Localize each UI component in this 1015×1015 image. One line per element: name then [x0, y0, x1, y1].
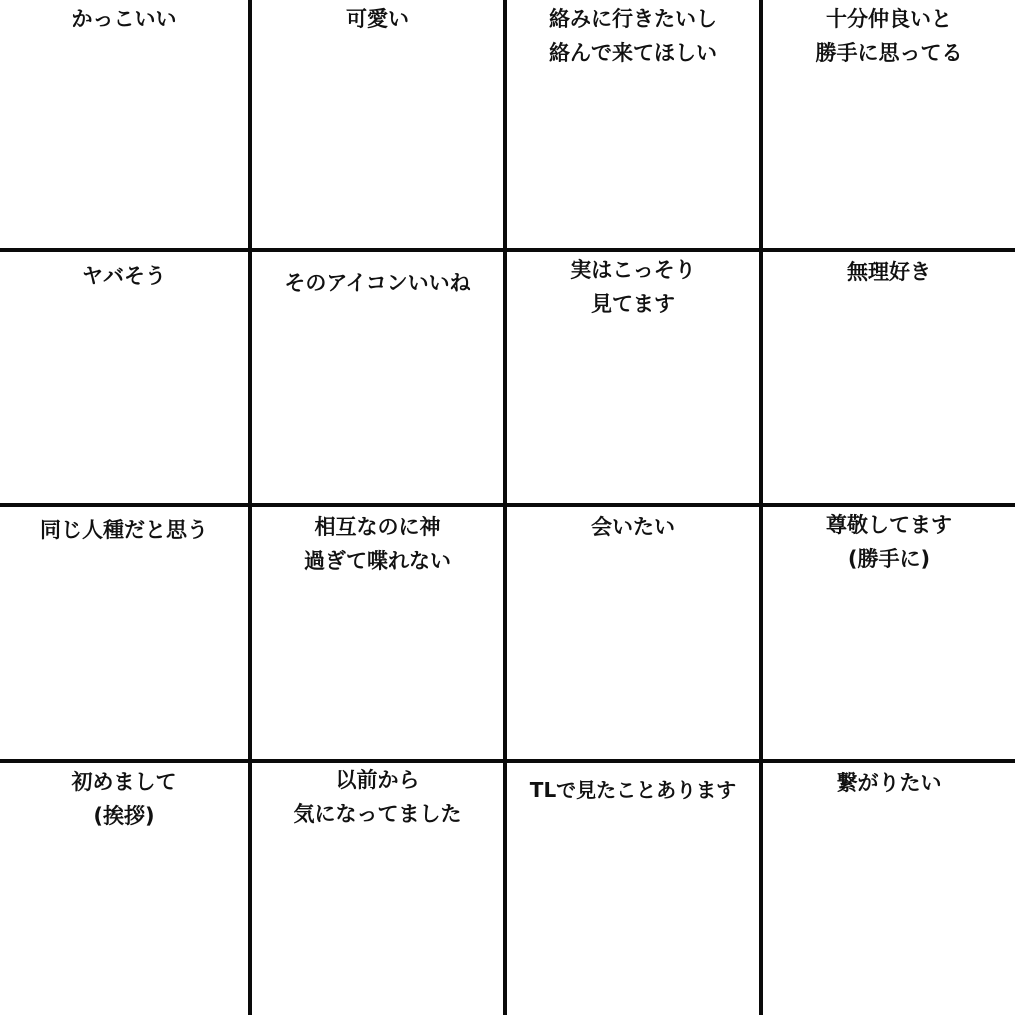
cell-label-line: かっこいい	[71, 7, 177, 31]
cell-label	[763, 2, 1015, 70]
cell-label	[252, 266, 503, 300]
grid-line-vertical	[503, 0, 507, 1015]
cell-label-line: 繋がりたい	[836, 771, 942, 795]
grid-line-horizontal	[0, 759, 1015, 763]
grid-line-horizontal	[0, 248, 1015, 252]
cell-label-line: TLで見たことあります	[529, 778, 737, 802]
cell-label-line: ヤバそう	[82, 264, 166, 288]
cell-label	[252, 2, 503, 36]
cell-label-line: 絡んで来てほしい	[549, 41, 717, 65]
cell-label-line: (勝手に)	[847, 547, 931, 571]
cell-label-line: 無理好き	[847, 260, 931, 284]
cell-label	[0, 765, 248, 833]
cell-label-line: 同じ人種だと思う	[40, 518, 208, 542]
cell-label-line: 初めまして	[71, 770, 177, 794]
cell-label	[763, 508, 1015, 576]
cell-label	[763, 255, 1015, 289]
cell-label-line: 絡みに行きたいし	[549, 7, 717, 31]
cell-label-line: 見てます	[591, 292, 675, 316]
cell-label	[0, 259, 248, 293]
cell-label	[507, 510, 759, 544]
cell-label-line: 気になってました	[293, 802, 462, 826]
cell-label-line: 以前から	[335, 768, 420, 792]
cell-label-line: 十分仲良いと	[826, 7, 952, 31]
cell-label	[252, 510, 503, 578]
grid-line-horizontal	[0, 503, 1015, 507]
grid-line-vertical	[248, 0, 252, 1015]
cell-label	[507, 2, 759, 70]
cell-label-line: 実はこっそり	[570, 258, 696, 282]
cell-label	[0, 513, 248, 547]
cell-label	[252, 763, 503, 831]
cell-label-line: 会いたい	[591, 515, 675, 539]
cell-label-line: 可愛い	[346, 7, 409, 31]
cell-label-line: 相互なのに神	[314, 515, 441, 539]
cell-label	[507, 773, 759, 807]
cell-label-line: 尊敬してます	[826, 513, 952, 537]
cell-label-line: そのアイコンいいね	[284, 271, 471, 295]
cell-label-line: 過ぎて喋れない	[304, 549, 451, 573]
cell-label	[507, 253, 759, 321]
cell-label-line: 勝手に思ってる	[815, 41, 963, 65]
cell-label	[763, 766, 1015, 800]
cell-label-line: (挨拶)	[93, 804, 155, 828]
cell-label	[0, 2, 248, 36]
